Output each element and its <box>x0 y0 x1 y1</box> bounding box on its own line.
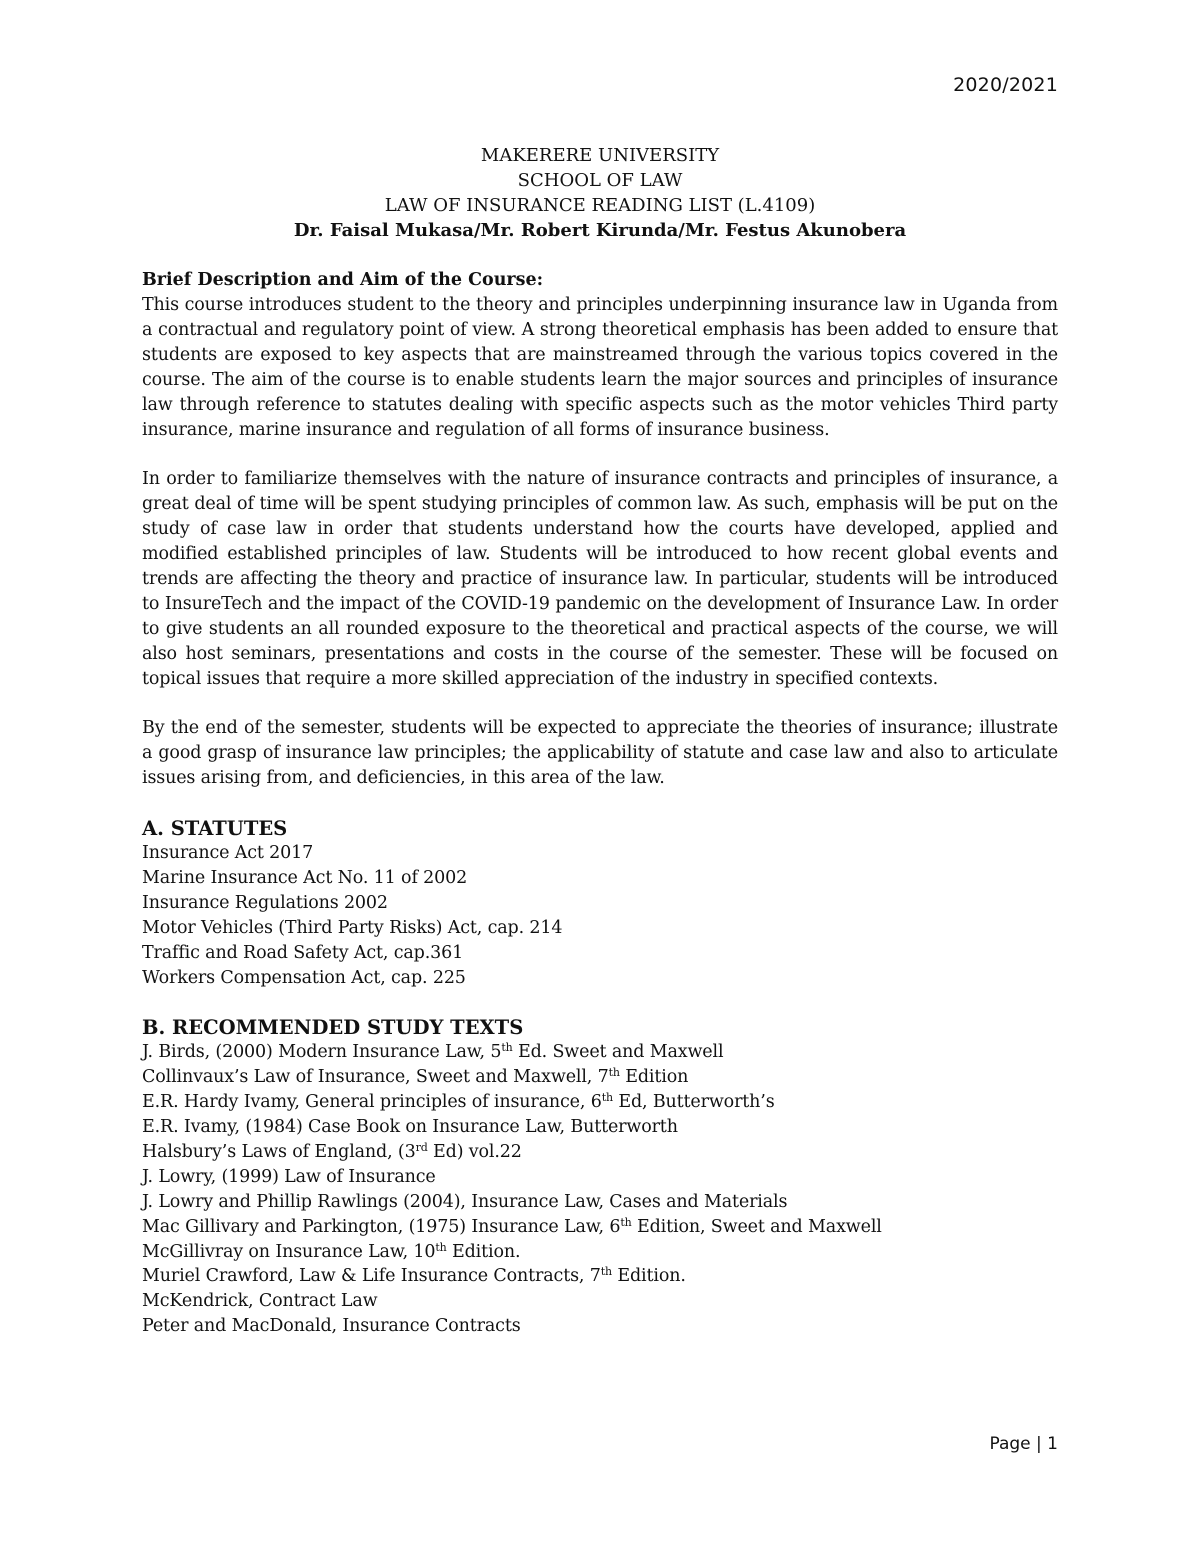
text-item: J. Lowry and Phillip Rawlings (2004), Insurance Law, Cases and Materials <box>142 1191 788 1212</box>
statute-item: Insurance Act 2017 <box>142 842 314 863</box>
description-paragraph: In order to familiarize themselves with the nature of insurance contracts and principles of insurance, a great deal of time will be spent studying principles of common law. As such, emphasis will be put on the study of case law in order that students understand how the courts have developed, applied and modified established principles of law. Students will be introduced to how recent global events and trends are affecting the theory and practice of insurance law. In particular, students will be introduced to InsureTech and the impact of the COVID-19 pandemic on the development of Insurance Law. In order to give students an all rounded exposure to the theoretical and practical aspects of the course, we will also host seminars, presentations and costs in the course of the semester. These will be focused on topical issues that require a more skilled appreciation of the industry in specified contexts. <box>142 469 1058 689</box>
lecturers-line: Dr. Faisal Mukasa/Mr. Robert Kirunda/Mr. Festus Akunobera <box>293 220 907 241</box>
statutes-heading: A. STATUTES <box>142 816 288 840</box>
text-item: McKendrick, Contract Law <box>142 1291 378 1312</box>
page-number: Page | 1 <box>989 1434 1058 1454</box>
statute-item: Workers Compensation Act, cap. 225 <box>142 967 466 988</box>
text-item: J. Birds, (2000) Modern Insurance Law, 5th Ed. Sweet and Maxwell <box>142 1041 724 1063</box>
texts-heading: B. RECOMMENDED STUDY TEXTS <box>142 1016 524 1040</box>
statute-item: Insurance Regulations 2002 <box>142 892 388 913</box>
text-item: E.R. Ivamy, (1984) Case Book on Insurance Law, Butterworth <box>142 1117 678 1138</box>
statute-item: Traffic and Road Safety Act, cap.361 <box>142 942 464 963</box>
statute-item: Motor Vehicles (Third Party Risks) Act, cap. 214 <box>142 917 563 938</box>
statutes-list <box>142 841 1058 990</box>
text-item: Halsbury’s Laws of England, (3rd Ed) vol.22 <box>142 1140 522 1162</box>
text-item: J. Lowry, (1999) Law of Insurance <box>142 1166 436 1187</box>
text-item: Collinvaux’s Law of Insurance, Sweet and Maxwell, 7th Edition <box>142 1066 689 1088</box>
course-title: LAW OF INSURANCE READING LIST (L.4109) <box>384 195 816 216</box>
text-item: Peter and MacDonald, Insurance Contracts <box>142 1316 521 1337</box>
statute-item: Marine Insurance Act No. 11 of 2002 <box>142 867 468 888</box>
text-item: McGillivray on Insurance Law, 10th Edition. <box>142 1240 521 1262</box>
academic-year: 2020/2021 <box>953 74 1058 96</box>
document-header <box>142 143 1058 243</box>
description-label: Brief Description and Aim of the Course: <box>142 270 544 290</box>
description-paragraph: By the end of the semester, students will be expected to appreciate the theories of insurance; illustrate a good grasp of insurance law principles; the applicability of statute and case law and also to articulate issues arising from, and deficiencies, in this area of the law. <box>142 718 1058 789</box>
text-item: Muriel Crawford, Law & Life Insurance Contracts, 7th Edition. <box>142 1265 686 1287</box>
school-name: SCHOOL OF LAW <box>517 170 683 191</box>
document-body <box>142 268 1058 1339</box>
text-item: Mac Gillivary and Parkington, (1975) Insurance Law, 6th Edition, Sweet and Maxwell <box>142 1215 882 1237</box>
university-name: MAKERERE UNIVERSITY <box>480 145 720 166</box>
texts-list <box>142 1040 1058 1339</box>
text-item: E.R. Hardy Ivamy, General principles of insurance, 6th Ed, Butterworth’s <box>142 1091 775 1113</box>
description-paragraph: This course introduces student to the theory and principles underpinning insurance law in Uganda from a contractual and regulatory point of view. A strong theoretical emphasis has been added to ensure that students are exposed to key aspects that are mainstreamed through the various topics covered in the course. The aim of the course is to enable students learn the major sources and principles of insurance law through reference to statutes dealing with specific aspects such as the motor vehicles Third party insurance, marine insurance and regulation of all forms of insurance business. <box>142 295 1058 440</box>
